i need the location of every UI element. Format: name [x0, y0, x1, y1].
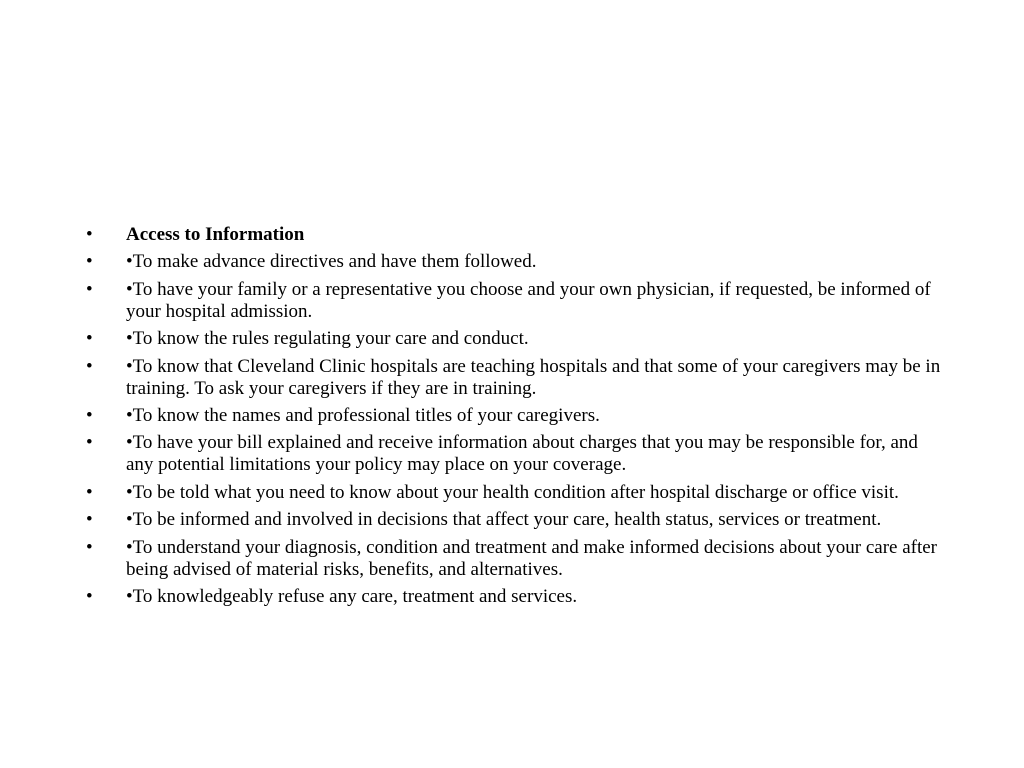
list-item-text: •To have your family or a representative you choose and your own physician, if requested, be informed of your hospital admission.	[126, 278, 931, 322]
list-item	[86, 586, 946, 608]
bullet-marker: •	[86, 355, 93, 377]
list-item	[86, 279, 946, 323]
section-heading: Access to Information	[126, 224, 305, 245]
list-item-text: •To know that Cleveland Clinic hospitals are teaching hospitals and that some of your caregivers may be in training. To ask your caregivers if they are in training.	[126, 355, 941, 399]
list-item-text: •To have your bill explained and receive information about charges that you may be responsible for, and any potential limitations your policy may place on your coverage.	[126, 432, 918, 476]
list-item	[86, 405, 946, 427]
bullet-marker: •	[86, 585, 93, 607]
list-item	[86, 509, 946, 531]
list-item	[86, 251, 946, 273]
list-item-text: •To know the rules regulating your care and conduct.	[126, 328, 529, 350]
bullet-marker: •	[86, 278, 93, 300]
list-item-text: •To be told what you need to know about your health condition after hospital discharge or office visit.	[126, 481, 899, 503]
bullet-marker: •	[86, 224, 93, 245]
bullet-list	[86, 224, 946, 613]
list-item	[86, 537, 946, 581]
bullet-marker: •	[86, 509, 93, 531]
list-item	[86, 356, 946, 400]
bullet-marker: •	[86, 328, 93, 350]
bullet-marker: •	[86, 432, 93, 454]
list-item-text: •To know the names and professional titles of your caregivers.	[126, 404, 600, 426]
list-item-text: •To be informed and involved in decisions that affect your care, health status, services or treatment.	[126, 509, 882, 531]
list-item-text: •To make advance directives and have them followed.	[126, 251, 537, 273]
list-item	[86, 328, 946, 350]
list-item-text: •To knowledgeably refuse any care, treatment and services.	[126, 585, 578, 607]
bullet-marker: •	[86, 251, 93, 273]
bullet-marker: •	[86, 536, 93, 558]
bullet-marker: •	[86, 404, 93, 426]
list-item-heading	[86, 224, 946, 246]
list-item	[86, 432, 946, 476]
list-item	[86, 482, 946, 504]
list-item-text: •To understand your diagnosis, condition and treatment and make informed decisions about your care after being advised of material risks, benefits, and alternatives.	[126, 536, 937, 580]
bullet-marker: •	[86, 481, 93, 503]
